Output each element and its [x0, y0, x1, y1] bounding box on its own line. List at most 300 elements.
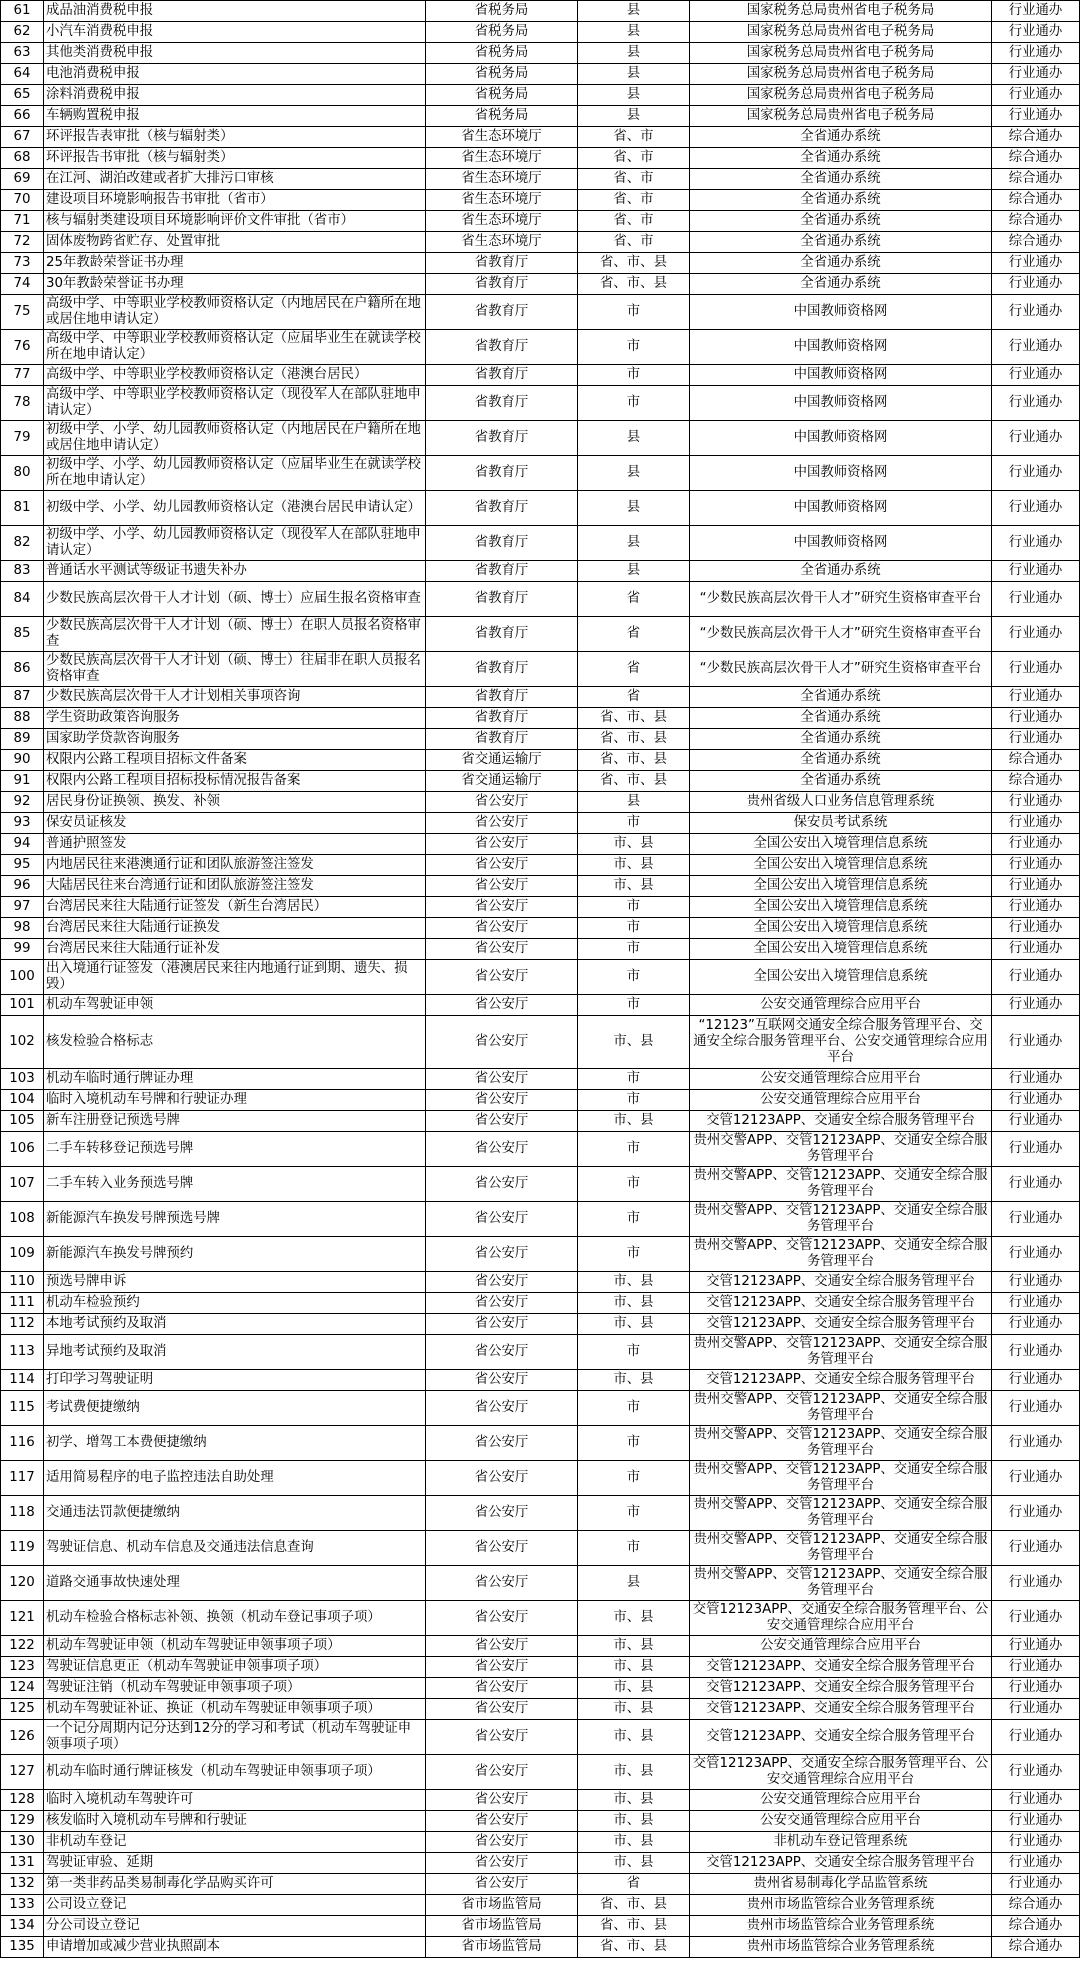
- item-name-cell: 机动车驾驶证申领（机动车驾驶证申领事项子项）: [44, 1636, 426, 1657]
- table-row: [1, 274, 1080, 295]
- department-cell: 省公安厅: [426, 1566, 578, 1601]
- service-type-cell: 行业通办: [992, 995, 1080, 1016]
- service-type-cell: 行业通办: [992, 617, 1080, 652]
- row-number-cell: 74: [1, 274, 44, 295]
- department-cell: 省税务局: [426, 1, 578, 22]
- department-cell: 省公安厅: [426, 1601, 578, 1636]
- handling-system-cell: 国家税务总局贵州省电子税务局: [690, 64, 992, 85]
- table-row: [1, 792, 1080, 813]
- handling-system-cell: 交管12123APP、交通安全综合服务管理平台: [690, 1699, 992, 1720]
- service-type-cell: 行业通办: [992, 561, 1080, 582]
- department-cell: 省公安厅: [426, 960, 578, 995]
- department-cell: 省公安厅: [426, 792, 578, 813]
- department-cell: 省教育厅: [426, 386, 578, 421]
- handling-level-cell: 市: [578, 918, 690, 939]
- handling-system-cell: 贵州交警APP、交管12123APP、交通安全综合服务管理平台: [690, 1531, 992, 1566]
- item-name-cell: 少数民族高层次骨干人才计划（硕、博士）在职人员报名资格审查: [44, 617, 426, 652]
- table-row: [1, 750, 1080, 771]
- table-row: [1, 617, 1080, 652]
- table-row: [1, 365, 1080, 386]
- row-number-cell: 116: [1, 1426, 44, 1461]
- department-cell: 省公安厅: [426, 1699, 578, 1720]
- handling-system-cell: 全省通办系统: [690, 729, 992, 750]
- service-type-cell: 行业通办: [992, 813, 1080, 834]
- row-number-cell: 103: [1, 1069, 44, 1090]
- department-cell: 省公安厅: [426, 1272, 578, 1293]
- department-cell: 省公安厅: [426, 1636, 578, 1657]
- item-name-cell: 少数民族高层次骨干人才计划（硕、博士）应届生报名资格审查: [44, 582, 426, 617]
- service-type-cell: 行业通办: [992, 365, 1080, 386]
- department-cell: 省生态环境厅: [426, 148, 578, 169]
- handling-system-cell: 贵州交警APP、交管12123APP、交通安全综合服务管理平台: [690, 1237, 992, 1272]
- service-type-cell: 行业通办: [992, 708, 1080, 729]
- department-cell: 省公安厅: [426, 855, 578, 876]
- handling-level-cell: 省、市、县: [578, 274, 690, 295]
- item-name-cell: 打印学习驾驶证明: [44, 1370, 426, 1391]
- table-row: [1, 1699, 1080, 1720]
- service-type-cell: 行业通办: [992, 1496, 1080, 1531]
- row-number-cell: 122: [1, 1636, 44, 1657]
- service-type-cell: 综合通办: [992, 232, 1080, 253]
- department-cell: 省生态环境厅: [426, 211, 578, 232]
- department-cell: 省教育厅: [426, 708, 578, 729]
- table-row: [1, 190, 1080, 211]
- item-name-cell: 初学、增驾工本费便捷缴纳: [44, 1426, 426, 1461]
- service-type-cell: 行业通办: [992, 253, 1080, 274]
- service-type-cell: 行业通办: [992, 64, 1080, 85]
- department-cell: 省教育厅: [426, 491, 578, 526]
- department-cell: 省教育厅: [426, 652, 578, 687]
- item-name-cell: 30年教龄荣誉证书办理: [44, 274, 426, 295]
- table-row: [1, 64, 1080, 85]
- row-number-cell: 81: [1, 491, 44, 526]
- service-type-cell: 行业通办: [992, 687, 1080, 708]
- service-type-cell: 行业通办: [992, 960, 1080, 995]
- department-cell: 省教育厅: [426, 456, 578, 491]
- row-number-cell: 92: [1, 792, 44, 813]
- handling-system-cell: 非机动车登记管理系统: [690, 1832, 992, 1853]
- service-type-cell: 综合通办: [992, 1916, 1080, 1937]
- handling-level-cell: 省、市、县: [578, 1895, 690, 1916]
- table-row: [1, 1132, 1080, 1167]
- handling-system-cell: 中国教师资格网: [690, 421, 992, 456]
- service-type-cell: 综合通办: [992, 1937, 1080, 1958]
- row-number-cell: 70: [1, 190, 44, 211]
- item-name-cell: 出入境通行证签发（港澳居民来往内地通行证到期、遗失、损毁）: [44, 960, 426, 995]
- department-cell: 省公安厅: [426, 1496, 578, 1531]
- service-type-cell: 行业通办: [992, 274, 1080, 295]
- handling-level-cell: 市: [578, 1391, 690, 1426]
- row-number-cell: 69: [1, 169, 44, 190]
- item-name-cell: 初级中学、小学、幼儿园教师资格认定（内地居民在户籍所在地或居住地申请认定）: [44, 421, 426, 456]
- table-row: [1, 1202, 1080, 1237]
- handling-system-cell: 公安交通管理综合应用平台: [690, 1790, 992, 1811]
- row-number-cell: 78: [1, 386, 44, 421]
- handling-level-cell: 市、县: [578, 1811, 690, 1832]
- handling-level-cell: 市: [578, 1069, 690, 1090]
- handling-level-cell: 市: [578, 1237, 690, 1272]
- item-name-cell: 驾驶证注销（机动车驾驶证申领事项子项）: [44, 1678, 426, 1699]
- handling-level-cell: 县: [578, 421, 690, 456]
- service-type-cell: 综合通办: [992, 771, 1080, 792]
- handling-system-cell: 中国教师资格网: [690, 456, 992, 491]
- item-name-cell: 普通护照签发: [44, 834, 426, 855]
- handling-level-cell: 省: [578, 617, 690, 652]
- handling-level-cell: 市、县: [578, 1678, 690, 1699]
- department-cell: 省教育厅: [426, 421, 578, 456]
- department-cell: 省公安厅: [426, 1853, 578, 1874]
- department-cell: 省交通运输厅: [426, 750, 578, 771]
- handling-system-cell: “少数民族高层次骨干人才”研究生资格审查平台: [690, 582, 992, 617]
- service-type-cell: 行业通办: [992, 918, 1080, 939]
- item-name-cell: 环评报告书审批（核与辐射类）: [44, 148, 426, 169]
- service-type-cell: 行业通办: [992, 729, 1080, 750]
- table-row: [1, 582, 1080, 617]
- item-name-cell: 分公司设立登记: [44, 1916, 426, 1937]
- handling-level-cell: 市: [578, 1202, 690, 1237]
- handling-system-cell: 国家税务总局贵州省电子税务局: [690, 85, 992, 106]
- handling-system-cell: 全省通办系统: [690, 750, 992, 771]
- item-name-cell: 一个记分周期内记分达到12分的学习和考试（机动车驾驶证申领事项子项）: [44, 1720, 426, 1755]
- department-cell: 省公安厅: [426, 1202, 578, 1237]
- item-name-cell: 高级中学、中等职业学校教师资格认定（应届毕业生在就读学校所在地申请认定）: [44, 330, 426, 365]
- department-cell: 省生态环境厅: [426, 232, 578, 253]
- table-row: [1, 1790, 1080, 1811]
- handling-system-cell: 全省通办系统: [690, 708, 992, 729]
- department-cell: 省公安厅: [426, 813, 578, 834]
- service-type-cell: 行业通办: [992, 1601, 1080, 1636]
- item-name-cell: 小汽车消费税申报: [44, 22, 426, 43]
- handling-system-cell: 中国教师资格网: [690, 526, 992, 561]
- item-name-cell: 本地考试预约及取消: [44, 1314, 426, 1335]
- department-cell: 省公安厅: [426, 1832, 578, 1853]
- item-name-cell: 大陆居民往来台湾通行证和团队旅游签注签发: [44, 876, 426, 897]
- table-row: [1, 1636, 1080, 1657]
- row-number-cell: 99: [1, 939, 44, 960]
- handling-system-cell: 公安交通管理综合应用平台: [690, 1069, 992, 1090]
- handling-system-cell: 贵州交警APP、交管12123APP、交通安全综合服务管理平台: [690, 1426, 992, 1461]
- row-number-cell: 111: [1, 1293, 44, 1314]
- table-row: [1, 876, 1080, 897]
- service-type-cell: 行业通办: [992, 43, 1080, 64]
- table-row: [1, 771, 1080, 792]
- handling-system-cell: 贵州市场监管综合业务管理系统: [690, 1916, 992, 1937]
- table-row: [1, 813, 1080, 834]
- row-number-cell: 75: [1, 295, 44, 330]
- row-number-cell: 106: [1, 1132, 44, 1167]
- row-number-cell: 130: [1, 1832, 44, 1853]
- item-name-cell: 权限内公路工程项目招标文件备案: [44, 750, 426, 771]
- row-number-cell: 104: [1, 1090, 44, 1111]
- handling-system-cell: 全省通办系统: [690, 211, 992, 232]
- department-cell: 省公安厅: [426, 1755, 578, 1790]
- service-type-cell: 行业通办: [992, 456, 1080, 491]
- handling-system-cell: 交管12123APP、交通安全综合服务管理平台: [690, 1720, 992, 1755]
- handling-system-cell: 全省通办系统: [690, 687, 992, 708]
- row-number-cell: 77: [1, 365, 44, 386]
- service-type-cell: 行业通办: [992, 1755, 1080, 1790]
- handling-level-cell: 省、市、县: [578, 750, 690, 771]
- row-number-cell: 107: [1, 1167, 44, 1202]
- item-name-cell: 在江河、湖泊改建或者扩大排污口审核: [44, 169, 426, 190]
- service-type-cell: 综合通办: [992, 148, 1080, 169]
- service-type-cell: 行业通办: [992, 1370, 1080, 1391]
- handling-system-cell: 贵州交警APP、交管12123APP、交通安全综合服务管理平台: [690, 1391, 992, 1426]
- service-type-cell: 综合通办: [992, 750, 1080, 771]
- table-row: [1, 1853, 1080, 1874]
- service-type-cell: 行业通办: [992, 421, 1080, 456]
- table-row: [1, 897, 1080, 918]
- handling-system-cell: 全国公安出入境管理信息系统: [690, 897, 992, 918]
- table-row: [1, 106, 1080, 127]
- handling-level-cell: 省、市: [578, 232, 690, 253]
- row-number-cell: 114: [1, 1370, 44, 1391]
- handling-system-cell: 全省通办系统: [690, 561, 992, 582]
- table-row: [1, 491, 1080, 526]
- handling-level-cell: 省、市: [578, 190, 690, 211]
- handling-level-cell: 市: [578, 365, 690, 386]
- row-number-cell: 101: [1, 995, 44, 1016]
- department-cell: 省公安厅: [426, 1314, 578, 1335]
- handling-level-cell: 市: [578, 1461, 690, 1496]
- item-name-cell: 新车注册登记预选号牌: [44, 1111, 426, 1132]
- table-row: [1, 148, 1080, 169]
- item-name-cell: 初级中学、小学、幼儿园教师资格认定（港澳台居民申请认定）: [44, 491, 426, 526]
- service-type-cell: 行业通办: [992, 1167, 1080, 1202]
- service-type-cell: 行业通办: [992, 1657, 1080, 1678]
- item-name-cell: 普通话水平测试等级证书遗失补办: [44, 561, 426, 582]
- handling-system-cell: 国家税务总局贵州省电子税务局: [690, 22, 992, 43]
- service-type-cell: 行业通办: [992, 1874, 1080, 1895]
- service-type-cell: 综合通办: [992, 169, 1080, 190]
- item-name-cell: 国家助学贷款咨询服务: [44, 729, 426, 750]
- table-row: [1, 1237, 1080, 1272]
- handling-system-cell: 全国公安出入境管理信息系统: [690, 918, 992, 939]
- row-number-cell: 84: [1, 582, 44, 617]
- department-cell: 省公安厅: [426, 1657, 578, 1678]
- item-name-cell: 二手车转移登记预选号牌: [44, 1132, 426, 1167]
- table-row: [1, 1426, 1080, 1461]
- service-type-cell: 行业通办: [992, 582, 1080, 617]
- department-cell: 省公安厅: [426, 1069, 578, 1090]
- row-number-cell: 102: [1, 1016, 44, 1069]
- handling-system-cell: 公安交通管理综合应用平台: [690, 1811, 992, 1832]
- department-cell: 省生态环境厅: [426, 190, 578, 211]
- table-row: [1, 1531, 1080, 1566]
- service-type-cell: 行业通办: [992, 1699, 1080, 1720]
- item-name-cell: 驾驶证信息、机动车信息及交通违法信息查询: [44, 1531, 426, 1566]
- item-name-cell: 异地考试预约及取消: [44, 1335, 426, 1370]
- table-row: [1, 127, 1080, 148]
- service-type-cell: 行业通办: [992, 295, 1080, 330]
- row-number-cell: 134: [1, 1916, 44, 1937]
- service-type-cell: 行业通办: [992, 1811, 1080, 1832]
- item-name-cell: 机动车驾驶证申领: [44, 995, 426, 1016]
- department-cell: 省公安厅: [426, 834, 578, 855]
- item-name-cell: 机动车临时通行牌证核发（机动车驾驶证申领事项子项）: [44, 1755, 426, 1790]
- row-number-cell: 94: [1, 834, 44, 855]
- row-number-cell: 100: [1, 960, 44, 995]
- handling-system-cell: “12123”互联网交通安全综合服务管理平台、交通安全综合服务管理平台、公安交通管理综合应用平台: [690, 1016, 992, 1069]
- handling-system-cell: 国家税务总局贵州省电子税务局: [690, 43, 992, 64]
- handling-system-cell: 贵州市场监管综合业务管理系统: [690, 1937, 992, 1958]
- table-row: [1, 1916, 1080, 1937]
- row-number-cell: 133: [1, 1895, 44, 1916]
- department-cell: 省公安厅: [426, 876, 578, 897]
- row-number-cell: 110: [1, 1272, 44, 1293]
- department-cell: 省市场监管局: [426, 1895, 578, 1916]
- item-name-cell: 机动车检验合格标志补领、换领（机动车登记事项子项）: [44, 1601, 426, 1636]
- handling-system-cell: 全国公安出入境管理信息系统: [690, 960, 992, 995]
- handling-system-cell: 贵州交警APP、交管12123APP、交通安全综合服务管理平台: [690, 1461, 992, 1496]
- table-row: [1, 687, 1080, 708]
- service-type-cell: 行业通办: [992, 1132, 1080, 1167]
- table-row: [1, 1293, 1080, 1314]
- item-name-cell: 建设项目环境影响报告书审批（省市）: [44, 190, 426, 211]
- table-row: [1, 1335, 1080, 1370]
- row-number-cell: 105: [1, 1111, 44, 1132]
- handling-system-cell: 全国公安出入境管理信息系统: [690, 939, 992, 960]
- handling-system-cell: 贵州交警APP、交管12123APP、交通安全综合服务管理平台: [690, 1132, 992, 1167]
- handling-system-cell: 国家税务总局贵州省电子税务局: [690, 106, 992, 127]
- handling-level-cell: 市、县: [578, 1720, 690, 1755]
- handling-system-cell: 贵州市场监管综合业务管理系统: [690, 1895, 992, 1916]
- department-cell: 省税务局: [426, 85, 578, 106]
- department-cell: 省公安厅: [426, 1016, 578, 1069]
- handling-level-cell: 县: [578, 22, 690, 43]
- item-name-cell: 车辆购置税申报: [44, 106, 426, 127]
- row-number-cell: 127: [1, 1755, 44, 1790]
- service-type-cell: 行业通办: [992, 1314, 1080, 1335]
- table-row: [1, 1272, 1080, 1293]
- handling-level-cell: 省、市、县: [578, 1916, 690, 1937]
- handling-system-cell: 交管12123APP、交通安全综合服务管理平台: [690, 1293, 992, 1314]
- table-row: [1, 456, 1080, 491]
- handling-level-cell: 市、县: [578, 1636, 690, 1657]
- department-cell: 省公安厅: [426, 995, 578, 1016]
- department-cell: 省教育厅: [426, 526, 578, 561]
- row-number-cell: 63: [1, 43, 44, 64]
- department-cell: 省公安厅: [426, 897, 578, 918]
- table-row: [1, 211, 1080, 232]
- row-number-cell: 135: [1, 1937, 44, 1958]
- row-number-cell: 64: [1, 64, 44, 85]
- handling-level-cell: 县: [578, 526, 690, 561]
- item-name-cell: 核与辐射类建设项目环境影响评价文件审批（省市）: [44, 211, 426, 232]
- department-cell: 省公安厅: [426, 1370, 578, 1391]
- handling-system-cell: 贵州交警APP、交管12123APP、交通安全综合服务管理平台: [690, 1566, 992, 1601]
- row-number-cell: 123: [1, 1657, 44, 1678]
- department-cell: 省教育厅: [426, 330, 578, 365]
- item-name-cell: 初级中学、小学、幼儿园教师资格认定（应届毕业生在就读学校所在地申请认定）: [44, 456, 426, 491]
- department-cell: 省市场监管局: [426, 1937, 578, 1958]
- service-type-cell: 综合通办: [992, 1895, 1080, 1916]
- handling-system-cell: 全省通办系统: [690, 232, 992, 253]
- table-row: [1, 1090, 1080, 1111]
- handling-level-cell: 省、市: [578, 127, 690, 148]
- department-cell: 省公安厅: [426, 1678, 578, 1699]
- service-type-cell: 行业通办: [992, 1016, 1080, 1069]
- department-cell: 省公安厅: [426, 1391, 578, 1426]
- item-name-cell: 权限内公路工程项目招标投标情况报告备案: [44, 771, 426, 792]
- handling-level-cell: 省: [578, 582, 690, 617]
- department-cell: 省教育厅: [426, 729, 578, 750]
- handling-level-cell: 县: [578, 85, 690, 106]
- row-number-cell: 86: [1, 652, 44, 687]
- row-number-cell: 126: [1, 1720, 44, 1755]
- handling-level-cell: 市: [578, 1132, 690, 1167]
- service-type-cell: 行业通办: [992, 1678, 1080, 1699]
- item-name-cell: 成品油消费税申报: [44, 1, 426, 22]
- row-number-cell: 76: [1, 330, 44, 365]
- handling-level-cell: 市: [578, 1090, 690, 1111]
- handling-system-cell: 全省通办系统: [690, 169, 992, 190]
- handling-system-cell: 全省通办系统: [690, 771, 992, 792]
- table-row: [1, 1895, 1080, 1916]
- item-name-cell: 道路交通事故快速处理: [44, 1566, 426, 1601]
- row-number-cell: 68: [1, 148, 44, 169]
- row-number-cell: 82: [1, 526, 44, 561]
- handling-system-cell: 公安交通管理综合应用平台: [690, 1636, 992, 1657]
- item-name-cell: 高级中学、中等职业学校教师资格认定（内地居民在户籍所在地或居住地申请认定）: [44, 295, 426, 330]
- handling-system-cell: 全省通办系统: [690, 274, 992, 295]
- handling-system-cell: 中国教师资格网: [690, 386, 992, 421]
- row-number-cell: 129: [1, 1811, 44, 1832]
- row-number-cell: 83: [1, 561, 44, 582]
- department-cell: 省公安厅: [426, 1531, 578, 1566]
- department-cell: 省公安厅: [426, 939, 578, 960]
- handling-level-cell: 市: [578, 939, 690, 960]
- table-row: [1, 253, 1080, 274]
- row-number-cell: 121: [1, 1601, 44, 1636]
- handling-level-cell: 市、县: [578, 1370, 690, 1391]
- handling-level-cell: 市: [578, 295, 690, 330]
- table-row: [1, 232, 1080, 253]
- service-type-cell: 行业通办: [992, 1335, 1080, 1370]
- table-row: [1, 1496, 1080, 1531]
- service-type-cell: 行业通办: [992, 1202, 1080, 1237]
- department-cell: 省教育厅: [426, 365, 578, 386]
- handling-level-cell: 市、县: [578, 834, 690, 855]
- department-cell: 省税务局: [426, 22, 578, 43]
- service-type-cell: 行业通办: [992, 1391, 1080, 1426]
- service-type-cell: 行业通办: [992, 526, 1080, 561]
- row-number-cell: 124: [1, 1678, 44, 1699]
- department-cell: 省公安厅: [426, 1426, 578, 1461]
- item-name-cell: 预选号牌申诉: [44, 1272, 426, 1293]
- item-name-cell: 少数民族高层次骨干人才计划（硕、博士）往届非在职人员报名资格审查: [44, 652, 426, 687]
- handling-system-cell: “少数民族高层次骨干人才”研究生资格审查平台: [690, 617, 992, 652]
- service-type-cell: 行业通办: [992, 876, 1080, 897]
- table-row: [1, 729, 1080, 750]
- department-cell: 省教育厅: [426, 617, 578, 652]
- handling-system-cell: 中国教师资格网: [690, 330, 992, 365]
- handling-system-cell: 交管12123APP、交通安全综合服务管理平台、公安交通管理综合应用平台: [690, 1755, 992, 1790]
- department-cell: 省税务局: [426, 106, 578, 127]
- handling-system-cell: 交管12123APP、交通安全综合服务管理平台、公安交通管理综合应用平台: [690, 1601, 992, 1636]
- handling-system-cell: 全国公安出入境管理信息系统: [690, 855, 992, 876]
- handling-system-cell: 贵州交警APP、交管12123APP、交通安全综合服务管理平台: [690, 1202, 992, 1237]
- handling-system-cell: 公安交通管理综合应用平台: [690, 1090, 992, 1111]
- handling-system-cell: 交管12123APP、交通安全综合服务管理平台: [690, 1272, 992, 1293]
- row-number-cell: 65: [1, 85, 44, 106]
- handling-level-cell: 省、市、县: [578, 1937, 690, 1958]
- item-name-cell: 二手车转入业务预选号牌: [44, 1167, 426, 1202]
- row-number-cell: 128: [1, 1790, 44, 1811]
- row-number-cell: 113: [1, 1335, 44, 1370]
- item-name-cell: 临时入境机动车驾驶许可: [44, 1790, 426, 1811]
- row-number-cell: 119: [1, 1531, 44, 1566]
